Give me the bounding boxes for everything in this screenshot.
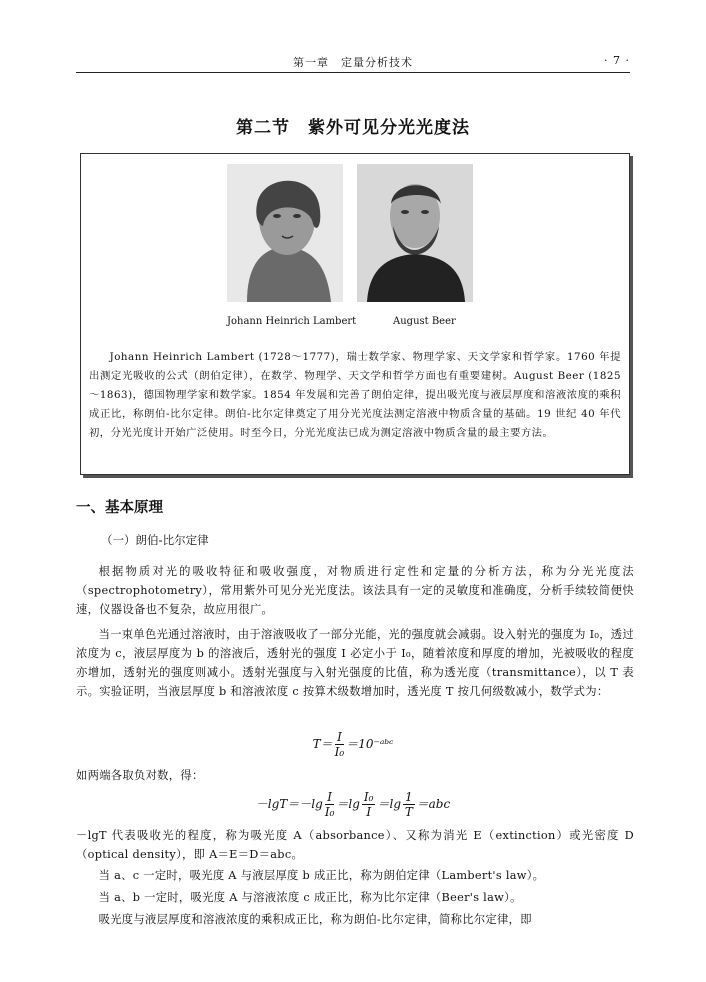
- eq2-mid: ＝lg: [336, 797, 360, 811]
- lambert-portrait-image: [227, 164, 343, 302]
- paragraph-beer-law: 当 a、b 一定时，吸光度 A 与溶液浓度 c 成正比，称为比尔定律（Beer's law）。: [98, 891, 522, 904]
- paragraph-definition: 根据物质对光的吸收特征和吸收强度，对物质进行定性和定量的分析方法，称为分光光度法（spectrophotometry），常用紫外可见分光光度法。该法具有一定的灵敏度和准确度，分析手续较简便快速，仪器设备也不复杂，故应用很广。: [76, 565, 634, 616]
- profile-box: [80, 153, 630, 475]
- eq2-f2-numerator: I₀: [363, 790, 374, 804]
- beer-caption: August Beer: [393, 316, 456, 327]
- eq2-f1-denominator: I₀: [324, 805, 335, 819]
- eq2-mid2: ＝lg: [377, 797, 402, 811]
- eq1-denominator: I₀: [334, 745, 345, 759]
- paragraph-lambert-law: 当 a、c 一定时，吸光度 A 与液层厚度 b 成正比，称为朗伯定律（Lambert's law）。: [98, 869, 545, 882]
- eq2-f3-numerator: 1: [405, 790, 413, 804]
- eq2-lhs: －lgT＝－lg: [255, 797, 323, 811]
- lambert-caption: Johann Heinrich Lambert: [227, 316, 357, 327]
- section-title: 第二节 紫外可见分光光度法: [236, 118, 470, 138]
- heading-lambert-beer-law: （一）朗伯-比尔定律: [101, 533, 209, 547]
- eq1-lhs: T＝: [312, 737, 333, 751]
- beer-portrait: [357, 164, 473, 302]
- paragraph-log: 如两端各取负对数，得：: [76, 769, 204, 782]
- equation-absorbance: [0, 790, 706, 819]
- beer-portrait-image: [357, 164, 473, 302]
- eq2-fraction-1: [325, 790, 335, 819]
- heading-basic-principle: 一、基本原理: [76, 500, 163, 516]
- lambert-portrait: [227, 164, 343, 302]
- eq2-f2-denominator: I: [366, 805, 372, 819]
- eq1-rhs: ＝10⁻ᵃᵇᶜ: [346, 737, 394, 751]
- eq2-fraction-2: [362, 790, 376, 819]
- eq2-f3-denominator: T: [404, 805, 413, 819]
- eq2-fraction-3: [403, 790, 415, 819]
- paragraph-absorbance: －lgT 代表吸收光的程度，称为吸光度 A（absorbance）、又称为消光 E（extinction）或光密度 D（optical density），即 A＝E＝D＝abc。: [76, 829, 634, 861]
- equation-transmittance: [0, 730, 706, 759]
- eq2-f1-numerator: I: [325, 790, 335, 805]
- paragraph-combined-law: 吸光度与液层厚度和溶液浓度的乘积成正比，称为朗伯-比尔定律，简称比尔定律，即: [98, 913, 532, 926]
- paragraph-transmittance: 当一束单色光通过溶液时，由于溶液吸收了一部分光能，光的强度就会减弱。设入射光的强度为 I₀，透过浓度为 c，液层厚度为 b 的溶液后，透射光的强度 I 必定小于 I₀，随着浓度和厚度的增加，光被吸收的程度亦增加，透射光的强度则减小。透射光强度与入射光强度的比值，称为透光度（transmittance），以 T 表示。实验证明，当液层厚度 b 和溶液浓度 c 按算术级数增加时，透光度 T 按几何级数减小，数学式为：: [76, 628, 634, 698]
- running-header: [76, 50, 630, 73]
- page-number: · 7 ·: [604, 54, 630, 67]
- biography-text: Johann Heinrich Lambert (1728～1777)，瑞士数学家、物理学家、天文学家和哲学家。1760 年提出测定光吸收的公式（朗伯定律），在数学、物理学、天文学和哲学方面也有重要建树。August Beer (1825～1863)，德国物理学家和数学家。1854 年发展和完善了朗伯定律，提出吸光度与液层厚度和溶液浓度的乘积成正比，称朗伯-比尔定律。朗伯-比尔定律奠定了用分光光度法测定溶液中物质含量的基础。19 世纪 40 年代初，分光光度计开始广泛使用。时至今日，分光光度法已成为测定溶液中物质含量的最主要方法。: [89, 351, 621, 439]
- eq1-numerator: I: [335, 730, 345, 745]
- eq1-fraction: [335, 730, 345, 759]
- chapter-title: 第一章 定量分析技术: [293, 56, 413, 69]
- eq2-rhs: ＝abc: [416, 797, 451, 811]
